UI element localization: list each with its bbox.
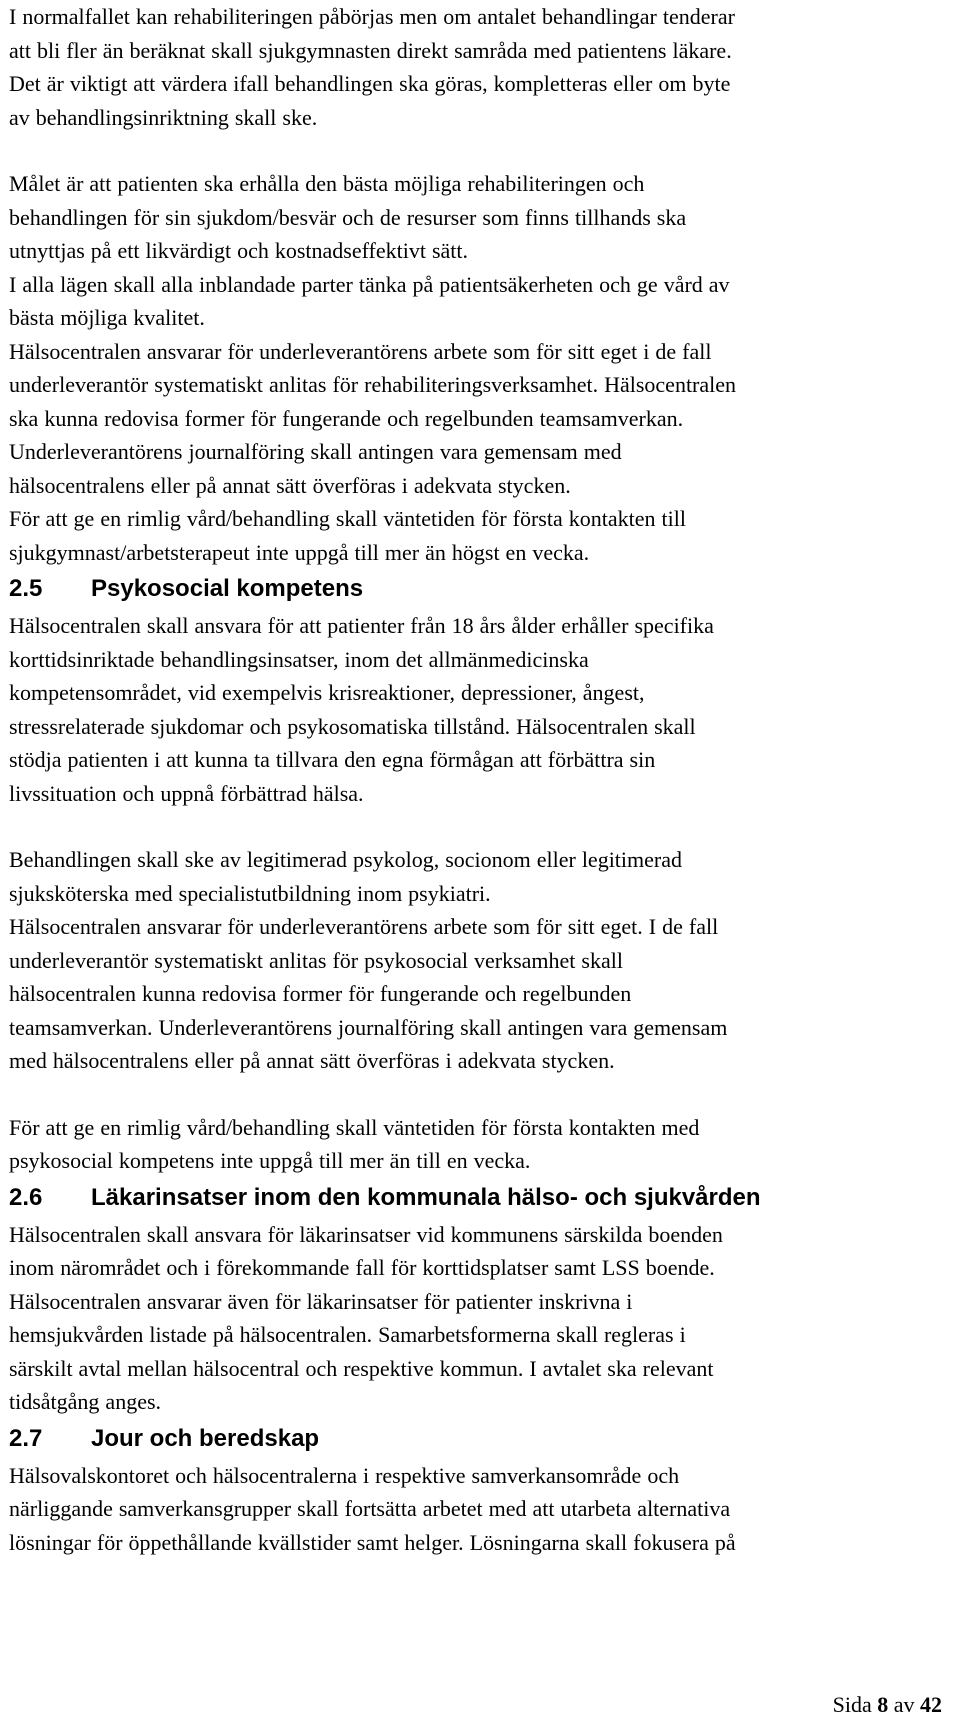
footer-separator: av [893,1692,915,1717]
text-line: särskilt avtal mellan hälsocentral och respektive kommun. I avtalet ska relevant [9,1355,714,1381]
text-line: Målet är att patienten ska erhålla den bästa möjliga rehabiliteringen och [9,171,645,196]
text-line: hemsjukvården listade på hälsocentralen. Samarbetsformerna skall regleras i [9,1322,686,1347]
text-line: tidsåtgång anges. [9,1389,162,1414]
paragraph-8 [9,910,954,1078]
text-line: För att ge en rimlig vård/behandling skall väntetiden för första kontakten till [9,506,686,531]
text-line: behandlingen för sin sjukdom/besvär och de resurser som finns tillhands ska [9,204,687,230]
text-line: att bli fler än beräknat skall sjukgymnasten direkt samråda med patientens läkare. [9,37,732,63]
paragraph-11 [9,1459,954,1560]
text-line: Det är viktigt att värdera ifall behandlingen ska göras, kompletteras eller om byte [9,71,731,96]
paragraph-9 [9,1111,954,1178]
text-line: Hälsovalskontoret och hälsocentralerna i respektive samverkansområde och [9,1462,680,1488]
text-line: underleverantör systematiskt anlitas för rehabiliteringsverksamhet. Hälsocentralen [9,372,737,397]
section-title: Psykosocial kompetens [91,575,364,602]
text-line: Hälsocentralen ansvarar även för läkarinsatser för patienter inskrivna i [9,1288,633,1314]
text-line: hälsocentralens eller på annat sätt överföras i adekvata stycken. [9,472,571,498]
text-line: teamsamverkan. Underleverantörens journalföring skall antingen vara gemensam [9,1014,728,1040]
section-number: 2.7 [9,1424,43,1452]
text-line: med hälsocentralens eller på annat sätt överföras i adekvata stycken. [9,1048,615,1073]
paragraph-gap [9,134,954,167]
paragraph-gap [9,810,954,843]
text-line: korttidsinriktade behandlingsinsatser, inom det allmänmedicinska [9,646,589,672]
text-line: Hälsocentralen skall ansvara för läkarinsatser vid kommunens särskilda boenden [9,1221,723,1247]
text-line: Behandlingen skall ske av legitimerad psykolog, socionom eller legitimerad [9,847,683,872]
text-line: Hälsocentralen skall ansvara för att patienter från 18 års ålder erhåller specifika [9,613,714,638]
section-number: 2.5 [9,575,43,602]
section-number: 2.6 [9,1183,43,1211]
text-line: kompetensområdet, vid exempelvis krisreaktioner, depressioner, ångest, [9,680,645,705]
section-title: Läkarinsatser inom den kommunala hälso- och sjukvården [91,1183,761,1211]
page-number-footer [833,1690,942,1720]
section-title: Jour och beredskap [91,1424,320,1452]
text-line: Hälsocentralen ansvarar för underleverantörens arbete som för sitt eget. I de fall [9,914,719,939]
footer-total-pages: 42 [920,1692,942,1717]
paragraph-gap [9,1078,954,1111]
text-line: lösningar för öppethållande kvällstider samt helger. Lösningarna skall fokusera på [9,1529,736,1555]
text-line: inom närområdet och i förekommande fall för korttidsplatser samt LSS boende. [9,1255,715,1280]
text-line: livssituation och uppnå förbättrad hälsa. [9,780,364,806]
text-line: Hälsocentralen ansvarar för underleverantörens arbete som för sitt eget i de fall [9,338,712,364]
paragraph-7 [9,843,954,910]
paragraph-5 [9,502,954,569]
paragraph-3 [9,268,954,335]
document-body [9,0,954,1559]
paragraph-4 [9,335,954,503]
paragraph-6 [9,609,954,810]
section-heading-2-7 [9,1419,954,1459]
text-line: stressrelaterade sjukdomar och psykosomatiska tillstånd. Hälsocentralen skall [9,713,696,739]
text-line: I normalfallet kan rehabiliteringen påbörjas men om antalet behandlingar tenderar [9,4,735,29]
text-line: sjukgymnast/arbetsterapeut inte uppgå till mer än högst en vecka. [9,539,590,565]
text-line: bästa möjliga kvalitet. [9,305,205,330]
text-line: utnyttjas på ett likvärdigt och kostnadseffektivt sätt. [9,238,469,263]
paragraph-10 [9,1218,954,1419]
paragraph-2 [9,167,954,268]
text-line: av behandlingsinriktning skall ske. [9,104,318,130]
text-line: stödja patienten i att kunna ta tillvara den egna förmågan att förbättra sin [9,747,656,772]
section-heading-2-6 [9,1178,954,1218]
text-line: sjuksköterska med specialistutbildning inom psykiatri. [9,880,491,906]
text-line: psykosocial kompetens inte uppgå till mer än till en vecka. [9,1148,531,1173]
text-line: närliggande samverkansgrupper skall fortsätta arbetet med att utarbeta alternativa [9,1496,731,1521]
text-line: underleverantör systematiskt anlitas för psykosocial verksamhet skall [9,947,623,973]
text-line: Underleverantörens journalföring skall antingen vara gemensam med [9,439,622,464]
paragraph-1 [9,0,954,134]
text-line: hälsocentralen kunna redovisa former för fungerande och regelbunden [9,981,632,1006]
text-line: ska kunna redovisa former för fungerande och regelbunden teamsamverkan. [9,405,684,431]
footer-current-page: 8 [877,1692,889,1717]
footer-prefix: Sida [832,1692,872,1717]
text-line: För att ge en rimlig vård/behandling skall väntetiden för första kontakten med [9,1114,700,1140]
section-heading-2-5 [9,569,954,609]
text-line: I alla lägen skall alla inblandade parter tänka på patientsäkerheten och ge vård av [9,271,730,297]
